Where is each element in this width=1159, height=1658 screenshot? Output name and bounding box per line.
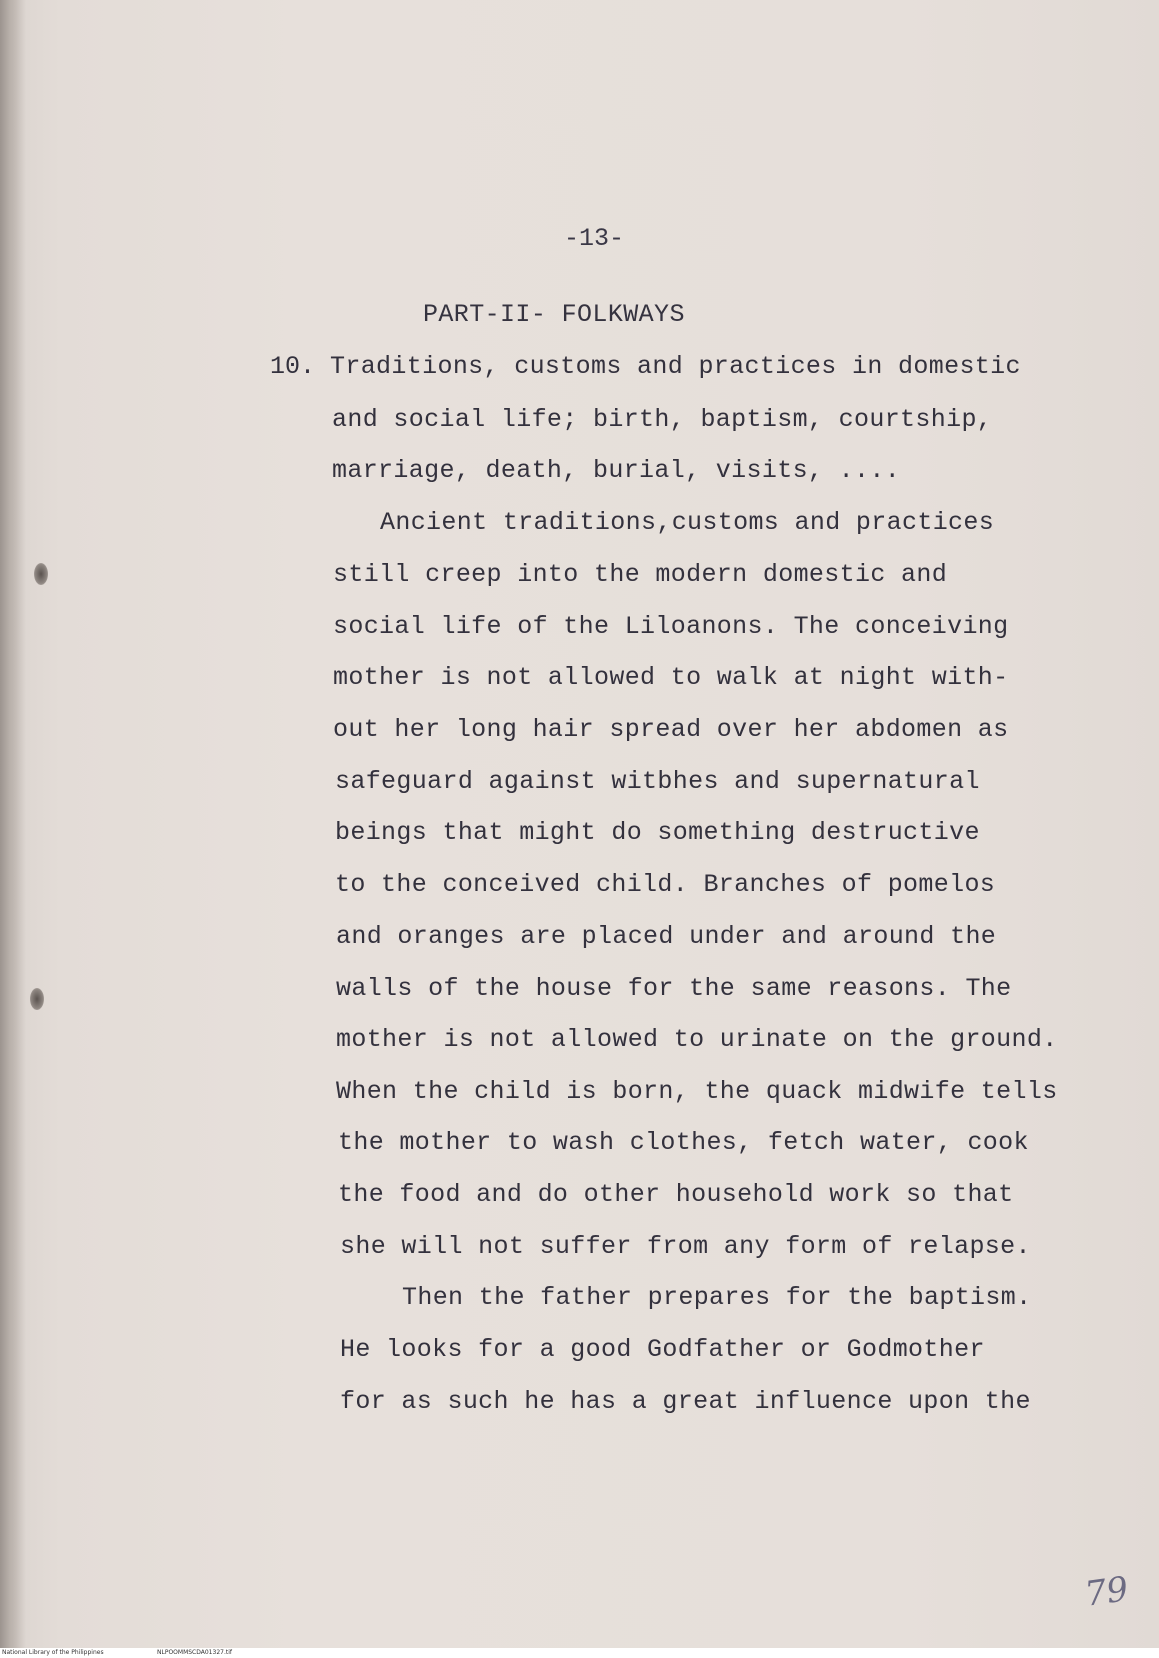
body-line: Ancient traditions,customs and practices: [380, 508, 995, 537]
body-line: and oranges are placed under and around the: [336, 922, 997, 951]
body-line: mother is not allowed to urinate on the ground.: [336, 1025, 1058, 1054]
body-line: she will not suffer from any form of relapse.: [340, 1232, 1031, 1261]
page-number: -13-: [564, 224, 625, 253]
body-line: social life of the Liloanons. The conceiving: [333, 612, 1009, 641]
body-line: to the conceived child. Branches of pomelos: [335, 870, 996, 899]
body-line: When the child is born, the quack midwife tells: [336, 1077, 1058, 1106]
footer-filename: NLPOOMMSCDA01327.tif: [157, 1649, 232, 1656]
body-line: the food and do other household work so that: [338, 1180, 1014, 1209]
body-line: He looks for a good Godfather or Godmother: [340, 1335, 985, 1364]
body-line: safeguard against witbhes and supernatural: [335, 767, 980, 796]
footer-library: National Library of the Philippines: [2, 1649, 104, 1656]
body-line: still creep into the modern domestic and: [333, 560, 948, 589]
handwritten-page-number: 79: [1082, 1569, 1131, 1615]
body-line: the mother to wash clothes, fetch water, cook: [338, 1128, 1029, 1157]
binding-shadow: [0, 0, 26, 1648]
heading-line: and social life; birth, baptism, courtship,: [332, 405, 993, 434]
punch-hole: [30, 988, 44, 1010]
punch-hole: [34, 563, 48, 585]
body-line: out her long hair spread over her abdomen as: [333, 715, 1009, 744]
body-line: mother is not allowed to walk at night with-: [333, 663, 1009, 692]
heading-line: Traditions, customs and practices in domestic: [330, 352, 1021, 381]
part-title: PART-II- FOLKWAYS: [423, 300, 685, 329]
heading-line: marriage, death, burial, visits, ....: [332, 456, 901, 485]
body-line: Then the father prepares for the baptism.: [402, 1283, 1032, 1312]
body-line: beings that might do something destructive: [335, 818, 980, 847]
item-number: 10.: [270, 352, 316, 381]
body-line: walls of the house for the same reasons. The: [336, 974, 1012, 1003]
body-line: for as such he has a great influence upon the: [340, 1387, 1031, 1416]
